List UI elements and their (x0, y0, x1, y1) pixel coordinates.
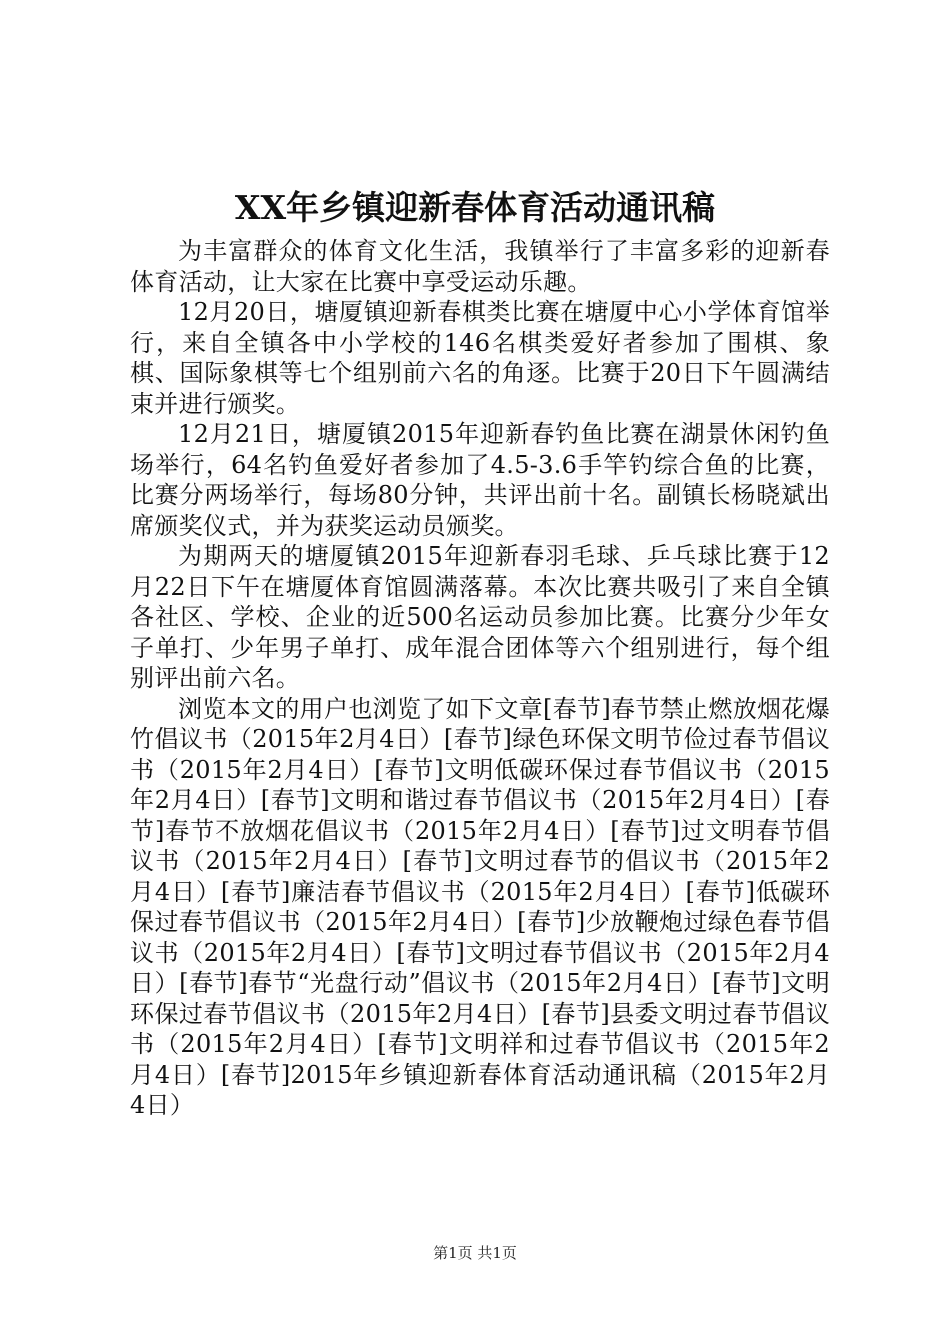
page-footer (0, 1243, 950, 1263)
page-total: 共1页 (477, 1244, 517, 1262)
document-title: XX年乡镇迎新春体育活动通讯稿 (234, 188, 716, 227)
document-body (130, 236, 830, 1121)
page-number: 第1页 (433, 1244, 473, 1262)
paragraph-fishing-competition: 12月21日，塘厦镇2015年迎新春钓鱼比赛在湖景休闲钓鱼场举行，64名钓鱼爱好者参加了4.5-3.6手竿钓综合鱼的比赛，比赛分两场举行，每场80分钟，共评出前十名。副镇长杨晓斌出席颁奖仪式，并为获奖运动员颁奖。 (130, 420, 830, 540)
paragraph-intro: 为丰富群众的体育文化生活，我镇举行了丰富多彩的迎新春体育活动，让大家在比赛中享受运动乐趣。 (130, 237, 830, 296)
paragraph-badminton-table-tennis: 为期两天的塘厦镇2015年迎新春羽毛球、乒乓球比赛于12月22日下午在塘厦体育馆圆满落幕。本次比赛共吸引了来自全镇各社区、学校、企业的近500名运动员参加比赛。比赛分少年女子单打、少年男子单打、成年混合团体等六个组别进行，每个组别评出前六名。 (130, 542, 830, 692)
paragraph-related-articles: 浏览本文的用户也浏览了如下文章[春节]春节禁止燃放烟花爆竹倡议书（2015年2月4日）[春节]绿色环保文明节俭过春节倡议书（2015年2月4日）[春节]文明低碳环保过春节倡议书（2015年2月4日）[春节]文明和谐过春节倡议书（2015年2月4日）[春节]春节不放烟花倡议书（2015年2月4日）[春节]过文明春节倡议书（2015年2月4日）[春节]文明过春节的倡议书（2015年2月4日）[春节]廉洁春节倡议书（2015年2月4日）[春节]低碳环保过春节倡议书（2015年2月4日）[春节]少放鞭炮过绿色春节倡议书（2015年2月4日）[春节]文明过春节倡议书（2015年2月4日）[春节]春节“光盘行动”倡议书（2015年2月4日）[春节]文明环保过春节倡议书（2015年2月4日）[春节]县委文明过春节倡议书（2015年2月4日）[春节]文明祥和过春节倡议书（2015年2月4日）[春节]2015年乡镇迎新春体育活动通讯稿（2015年2月4日） (130, 694, 830, 1119)
paragraph-chess-competition: 12月20日，塘厦镇迎新春棋类比赛在塘厦中心小学体育馆举行，来自全镇各中小学校的146名棋类爱好者参加了围棋、象棋、国际象棋等七个组别前六名的角逐。比赛于20日下午圆满结束并进行颁奖。 (130, 298, 830, 418)
